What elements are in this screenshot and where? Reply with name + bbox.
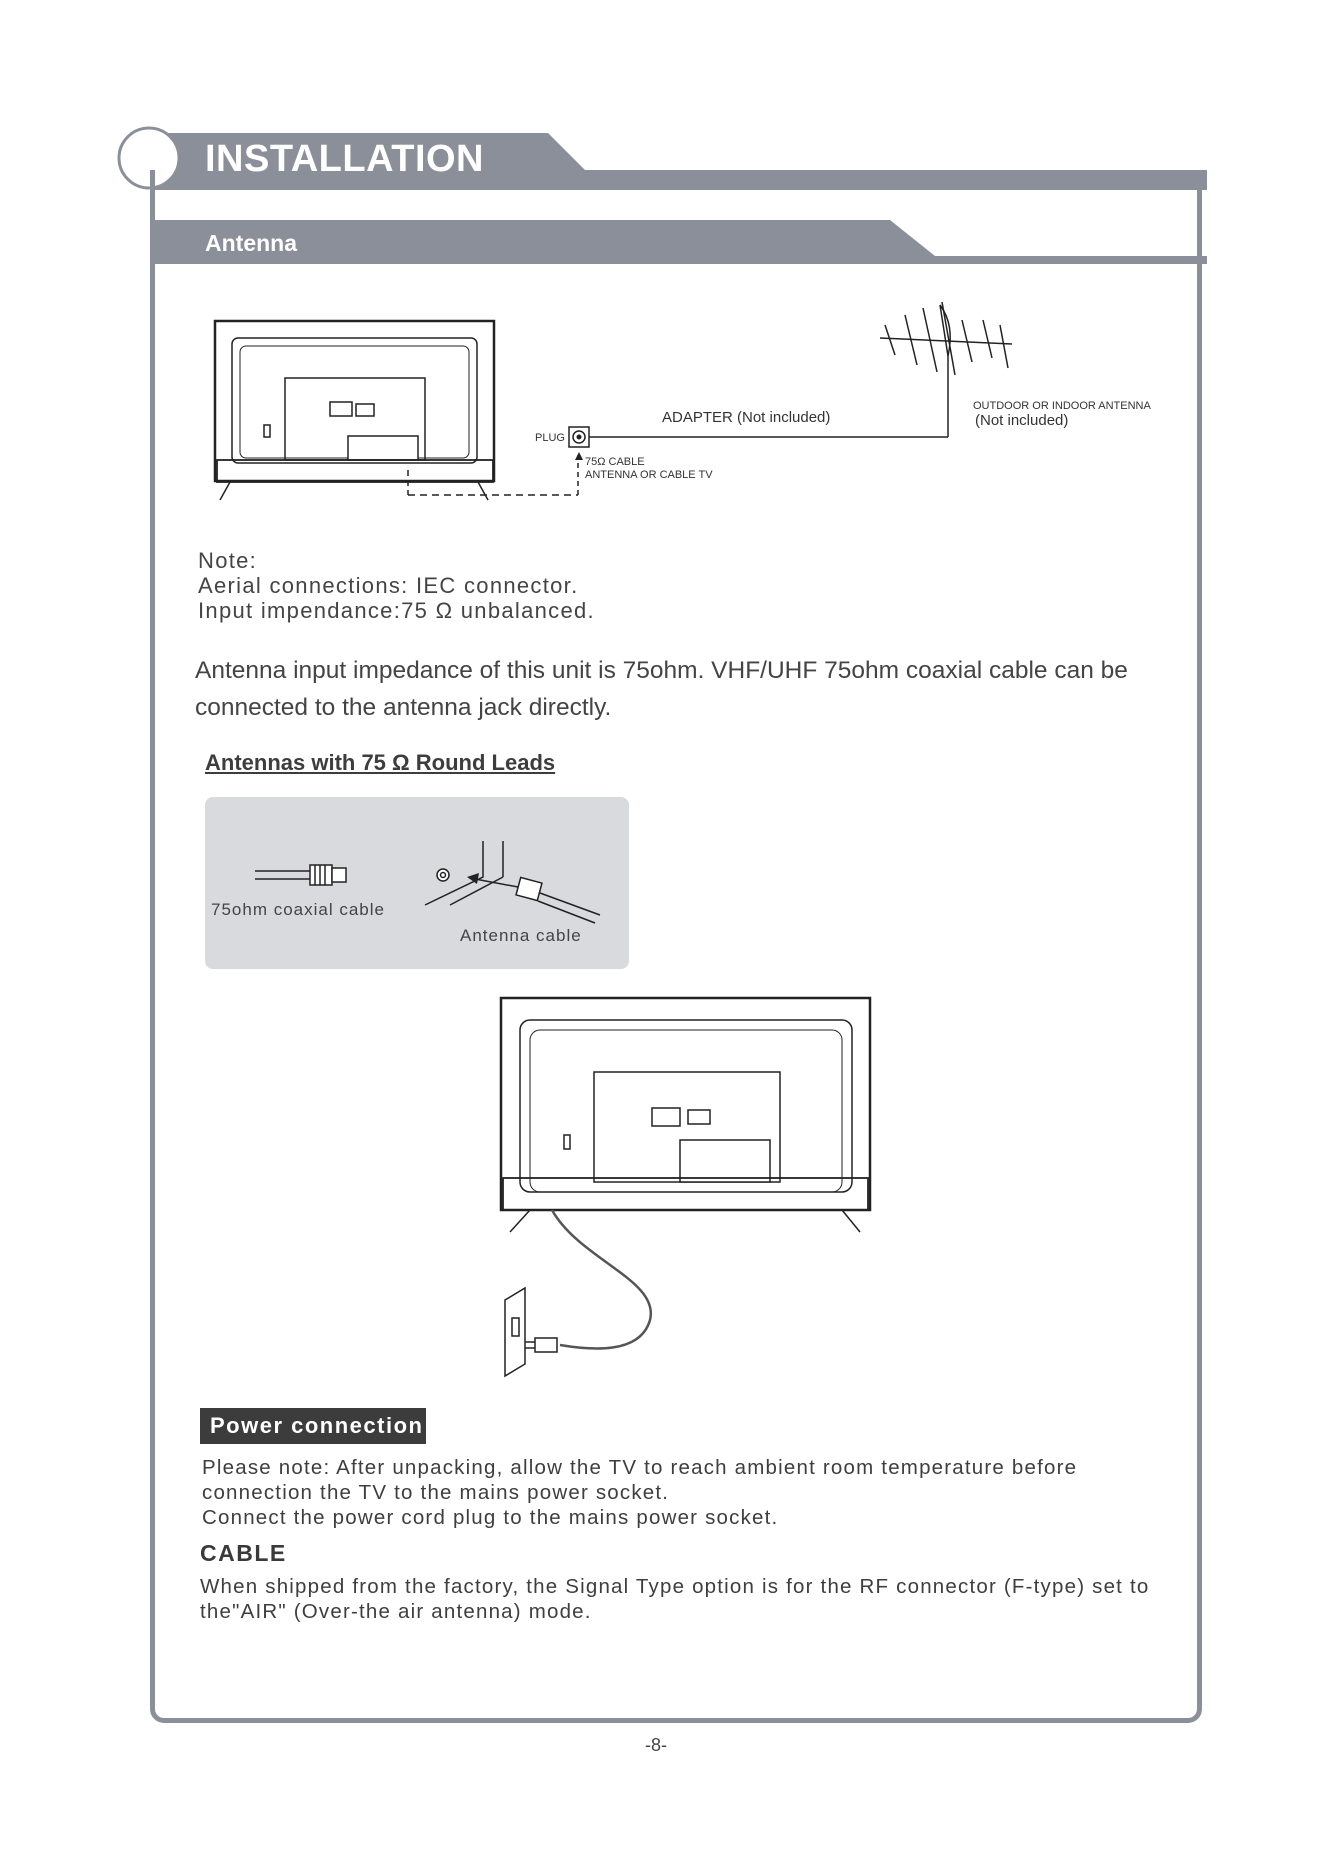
power-note-line1: Please note: After unpacking, allow the TV to reach ambient room temperature before [202, 1456, 1078, 1479]
page-title: INSTALLATION [205, 138, 484, 180]
power-cord [552, 1210, 651, 1349]
antenna-cable-label: Antenna cable [460, 926, 582, 945]
power-outlet-icon [505, 1288, 557, 1376]
coax-cable-label: 75ohm coaxial cable [211, 900, 385, 919]
section-title: Antenna [205, 230, 297, 256]
antenna-label-outdoor: OUTDOOR OR INDOOR ANTENNA [973, 400, 1151, 412]
intro-paragraph: Antenna input impedance of this unit is 75ohm. VHF/UHF 75ohm coaxial cable can be connected to the antenna jack directly. [195, 657, 1128, 721]
plug-label: PLUG [535, 432, 565, 444]
power-connection-heading: Power connection [200, 1408, 426, 1444]
note-line-aerial: Aerial connections: IEC connector. [198, 573, 579, 598]
antenna-label-not-included: (Not included) [975, 412, 1069, 429]
note-line-impedance: Input impendance:75 Ω unbalanced. [198, 598, 595, 623]
power-note-line3: Connect the power cord plug to the mains power socket. [202, 1506, 779, 1529]
power-note-line2: connection the TV to the mains power socket. [202, 1481, 670, 1504]
cable-text-line2: the"AIR" (Over-the air antenna) mode. [200, 1600, 592, 1623]
cable-label-75ohm: 75Ω CABLE [585, 456, 645, 468]
adapter-label: ADAPTER (Not included) [662, 409, 831, 426]
cable-label-antenna-tv: ANTENNA OR CABLE TV [585, 469, 713, 481]
note-heading: Note: [198, 548, 258, 573]
page-number: -8- [645, 1735, 667, 1755]
round-leads-heading: Antennas with 75 Ω Round Leads [205, 750, 556, 775]
cable-heading: CABLE [200, 1540, 287, 1566]
cable-text-line1: When shipped from the factory, the Signal Type option is for the RF connector (F-type) set to [200, 1575, 1150, 1598]
